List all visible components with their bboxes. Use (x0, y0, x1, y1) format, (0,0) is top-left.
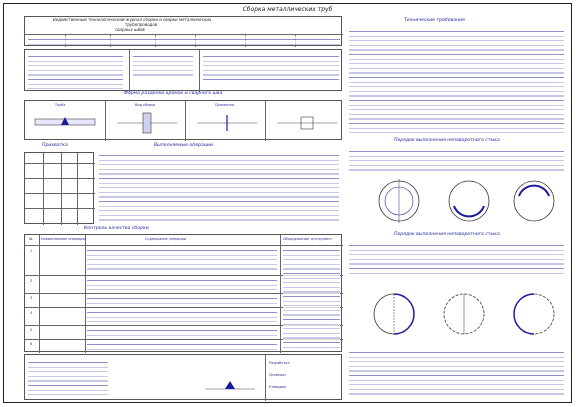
operations-text (99, 152, 339, 224)
joint-scheme-4 (369, 289, 419, 339)
assembly-order-text (349, 148, 564, 172)
col-equipment: Оборудование, инструмент (283, 237, 333, 241)
footer-developed: Разработал (269, 361, 290, 365)
op-6: 6 (30, 342, 33, 346)
tack-heading: Прихватка (42, 143, 68, 148)
sheet-title: Сборка металлических труб (242, 6, 333, 13)
label-assembly: Вид сборки (135, 103, 156, 107)
operations-table (24, 234, 342, 352)
label-pipe: Труба (55, 103, 66, 107)
col-number: № (29, 237, 33, 241)
notes-text (349, 349, 564, 397)
header-line-3: сварных швов (115, 28, 145, 32)
edges-heading: Форма разделки кромок и сварного шва (124, 91, 223, 96)
tech-req-heading: Технические требования (404, 18, 465, 23)
footer-approved: Утвердил (269, 385, 286, 389)
op-2: 2 (30, 279, 33, 283)
header-stamp (24, 16, 342, 46)
joint-scheme-6 (509, 289, 559, 339)
op-4: 4 (30, 311, 33, 315)
op-1: 1 (30, 249, 33, 253)
pipe-edge-drawing-4 (277, 109, 337, 137)
label-tack: Прихватка (215, 103, 235, 107)
drawing-sheet (3, 3, 572, 403)
bottom-stamp (24, 354, 342, 400)
joint-scheme-5 (439, 289, 489, 339)
weld-plan-text (349, 242, 564, 276)
weld-symbol-icon (205, 375, 255, 395)
control-heading: Контроль качества сборки (84, 226, 149, 231)
col-name: Наименование операции (41, 237, 86, 241)
tack-table (24, 152, 94, 224)
operations-heading: Выполняемые операции (154, 143, 213, 148)
pipe-edge-drawing-1 (35, 113, 95, 137)
tech-req-text (349, 28, 564, 133)
info-block (24, 49, 342, 91)
footer-checked: Проверил (269, 373, 287, 377)
header-line-2: трубопроводов (125, 23, 158, 27)
pipe-edge-drawing-2 (117, 109, 177, 137)
edge-details (24, 100, 342, 140)
joint-scheme-2 (444, 176, 494, 226)
header-line-1: Ведомственный технологический журнал сборки и сварки металлических (53, 18, 212, 22)
joint-scheme-3 (509, 176, 559, 226)
op-3: 3 (30, 296, 33, 300)
col-content: Содержание операции (145, 237, 187, 241)
weld-plan-heading: Порядок выполнения неповоротного стыка (394, 232, 500, 237)
joint-scheme-1 (374, 176, 424, 226)
pipe-edge-drawing-3 (197, 109, 257, 137)
assembly-order-heading: Порядок выполнения неповоротного стыка (394, 138, 500, 143)
op-5: 5 (30, 328, 33, 332)
